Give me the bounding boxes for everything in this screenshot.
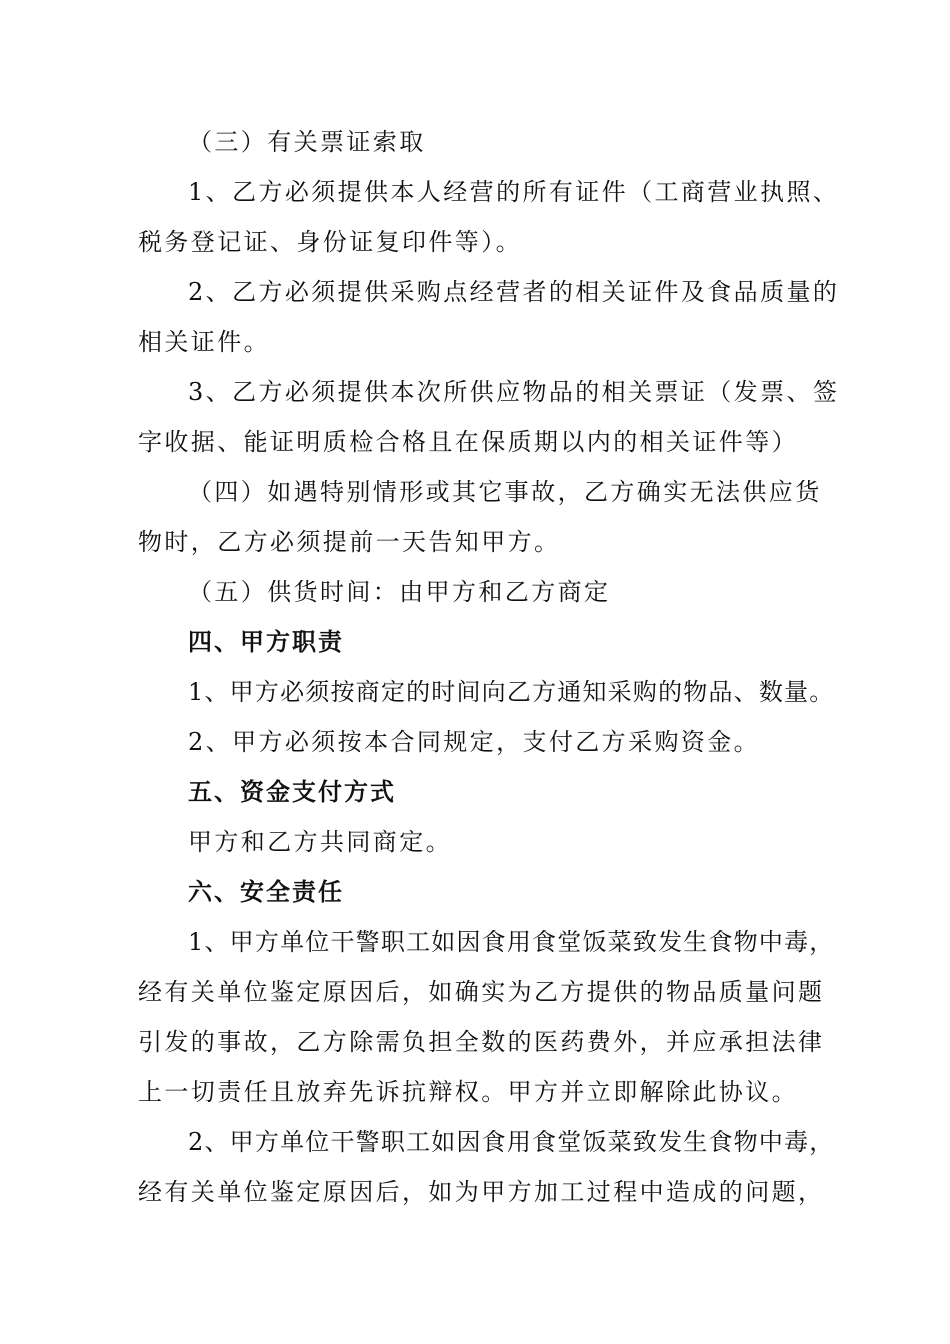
- paragraph-line: 2、乙方必须提供采购点经营者的相关证件及食品质量的: [188, 278, 840, 306]
- paragraph-line: 1、乙方必须提供本人经营的所有证件（工商营业执照、: [188, 178, 840, 206]
- paragraph-line: 经有关单位鉴定原因后，如为甲方加工过程中造成的问题，: [138, 1178, 825, 1206]
- section-heading-5: 五、资金支付方式: [188, 777, 396, 806]
- paragraph-line: （四）如遇特别情形或其它事故，乙方确实无法供应货: [188, 478, 822, 506]
- paragraph-line: 上一切责任且放弃先诉抗辩权。甲方并立即解除此协议。: [138, 1078, 798, 1106]
- paragraph-line: 经有关单位鉴定原因后，如确实为乙方提供的物品质量问题: [138, 978, 825, 1006]
- paragraph-line: 2、甲方必须按本合同规定，支付乙方采购资金。: [188, 728, 761, 756]
- paragraph-line: 1、甲方单位干警职工如因食用食堂饭菜致发生食物中毒，: [188, 928, 835, 956]
- section-heading-6: 六、安全责任: [188, 877, 344, 906]
- paragraph-line: 物时，乙方必须提前一天告知甲方。: [138, 528, 561, 556]
- paragraph-line: 引发的事故，乙方除需负担全数的医药费外，并应承担法律: [138, 1028, 825, 1056]
- paragraph-line: 1、甲方必须按商定的时间向乙方通知采购的物品、数量。: [188, 678, 835, 706]
- paragraph-line: 税务登记证、身份证复印件等）。: [138, 228, 522, 256]
- paragraph-line: （五）供货时间：由甲方和乙方商定: [188, 578, 611, 606]
- paragraph-line: 字收据、能证明质检合格且在保质期以内的相关证件等）: [138, 428, 798, 456]
- paragraph-line: 3、乙方必须提供本次所供应物品的相关票证（发票、签: [188, 378, 840, 406]
- paragraph-line: 相关证件。: [138, 328, 270, 356]
- paragraph-line: 甲方和乙方共同商定。: [188, 828, 452, 856]
- subsection-heading-3: （三）有关票证索取: [188, 128, 426, 156]
- paragraph-line: 2、甲方单位干警职工如因食用食堂饭菜致发生食物中毒，: [188, 1128, 835, 1156]
- section-heading-4: 四、甲方职责: [188, 627, 344, 656]
